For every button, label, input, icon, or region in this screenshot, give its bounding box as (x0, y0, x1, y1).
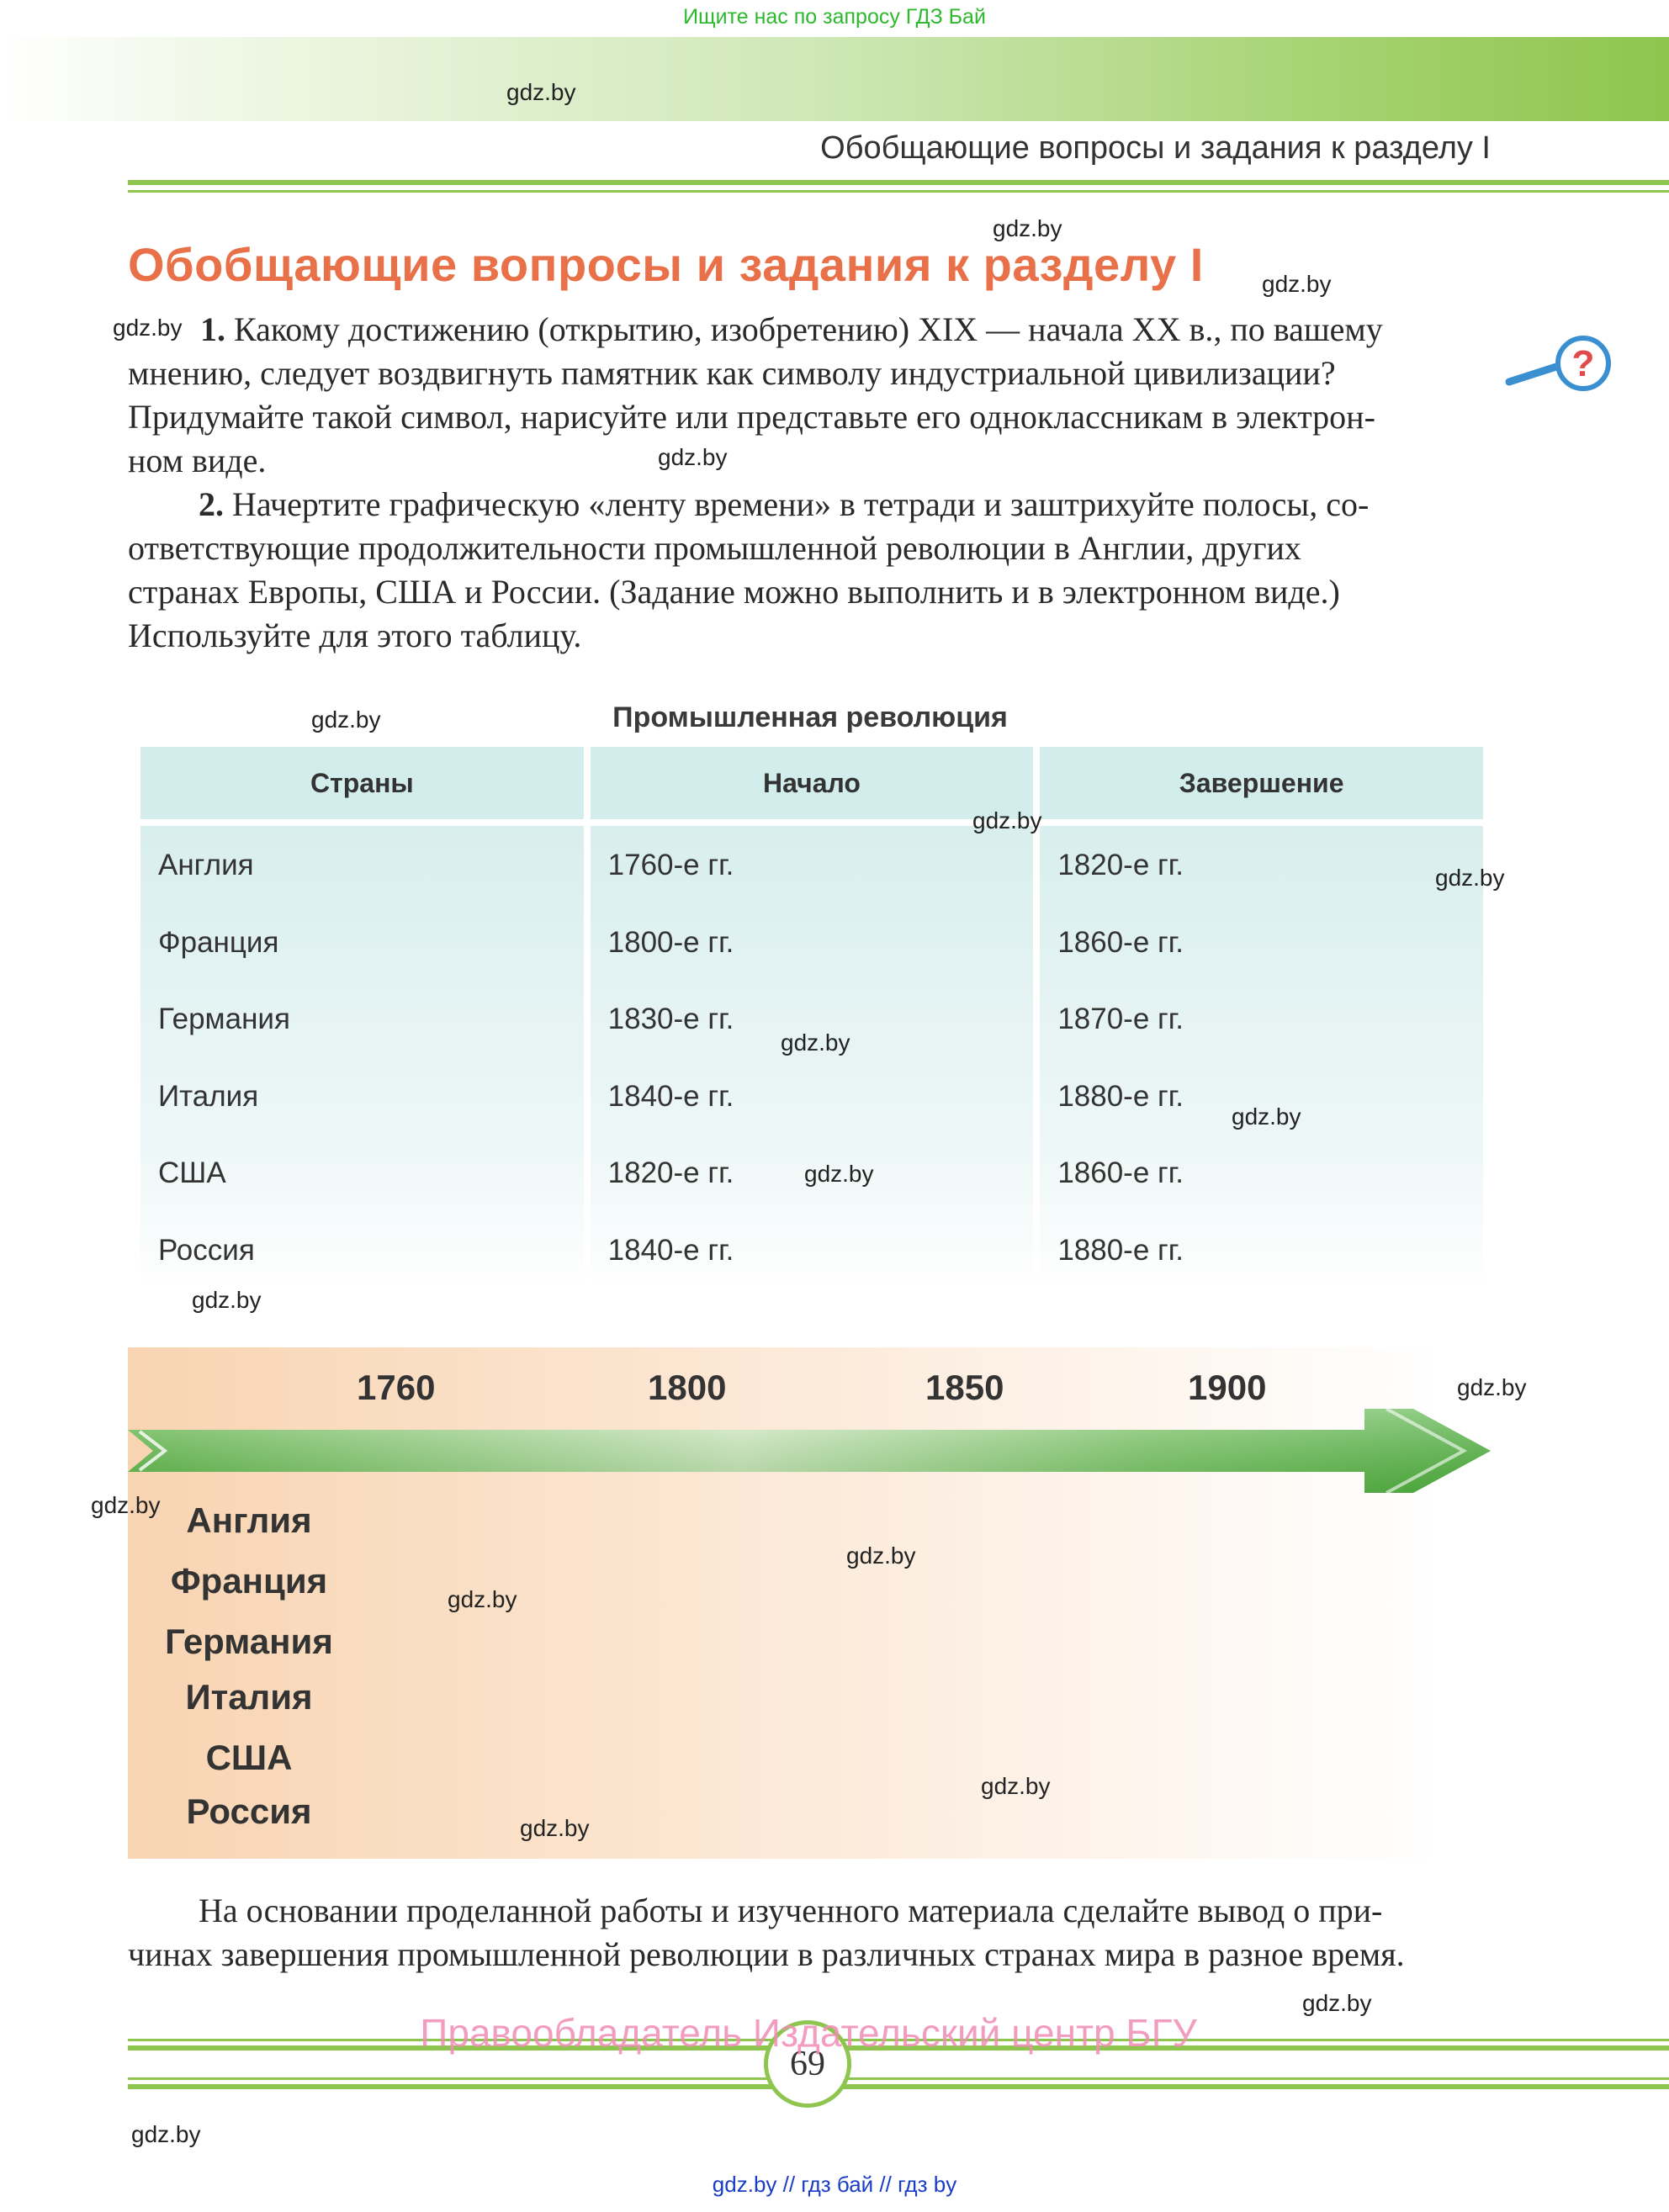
table-cell: 1880-е гг. (1057, 1079, 1184, 1113)
bottom-links[interactable]: gdz.by // гдз бай // гдз by (712, 2172, 957, 2197)
watermark: gdz.by (520, 1815, 590, 1841)
task1-line1 (200, 308, 1506, 352)
watermark: gdz.by (91, 1492, 161, 1518)
table-cell: 1820-е гг. (607, 1156, 734, 1189)
header-band (0, 37, 1669, 121)
rights-holder: Правообладатель Издательский центр БГУ (420, 2011, 1197, 2055)
page-number: 69 (764, 2020, 851, 2108)
timeline-country: Германия (165, 1622, 333, 1661)
task1-number: 1. (200, 310, 225, 348)
table-cell: 1760-е гг. (607, 849, 734, 881)
footer-rule (128, 2084, 1669, 2089)
task2-line4: Используйте для этого таблицу. (128, 617, 582, 654)
watermark: gdz.by (448, 1586, 517, 1612)
table-column-start (591, 826, 1034, 1289)
table-cell: 1860-е гг. (1057, 925, 1184, 959)
table-cell: Италия (158, 1079, 259, 1113)
table-cell: 1820-е гг. (1057, 849, 1184, 881)
watermark: gdz.by (113, 315, 183, 341)
timeline-arrow (128, 1388, 1491, 1514)
table-header-end: Завершение (1040, 747, 1483, 819)
watermark: gdz.by (1457, 1374, 1527, 1400)
task1-line4: ном виде. (128, 442, 267, 479)
table-column-end (1040, 826, 1483, 1289)
header-rule-thin (128, 190, 1669, 193)
timeline-year: 1800 (648, 1368, 727, 1407)
timeline-year: 1900 (1188, 1368, 1267, 1407)
table-cell: Франция (158, 925, 279, 959)
timeline-year: 1760 (357, 1368, 436, 1407)
table-cell: Россия (158, 1233, 255, 1267)
top-search-note: Ищите нас по запросу ГДЗ Бай (683, 5, 986, 29)
timeline-year: 1850 (925, 1368, 1004, 1407)
watermark: gdz.by (1302, 1990, 1372, 2016)
timeline-country: Англия (186, 1500, 312, 1540)
table-cell: 1860-е гг. (1057, 1156, 1184, 1189)
watermark: gdz.by (1232, 1103, 1301, 1130)
watermark: gdz.by (781, 1029, 850, 1056)
watermark: gdz.by (981, 1773, 1051, 1799)
task2-number: 2. (199, 485, 224, 523)
table-cell: США (158, 1156, 226, 1189)
watermark: gdz.by (192, 1287, 262, 1313)
watermark: gdz.by (846, 1543, 916, 1569)
conclusion-line1: На основании проделанной работы и изученного материала сделайте вывод о при- (199, 1892, 1383, 1929)
watermark: gdz.by (993, 215, 1062, 241)
table-cell: 1830-е гг. (607, 1003, 734, 1035)
task1-line3: Придумайте такой символ, нарисуйте или представьте его одноклассникам в электрон- (128, 398, 1375, 436)
task2-line1 (199, 483, 1506, 527)
watermark: gdz.by (804, 1161, 874, 1187)
watermark: gdz.by (1435, 865, 1505, 891)
table-header-start: Начало (591, 747, 1034, 819)
task2-line3: странах Европы, США и России. (Задание можно выполнить и в электронном виде.) (128, 573, 1340, 611)
table-header-countries: Страны (140, 747, 584, 819)
section-title: Обобщающие вопросы и задания к разделу I (128, 238, 1204, 291)
conclusion-line2: чинах завершения промышленной революции в различных странах мира в разное время. (128, 1935, 1405, 1973)
question-magnifier-icon (1504, 330, 1613, 397)
timeline-country: Россия (186, 1791, 312, 1831)
timeline-country: Италия (185, 1677, 313, 1717)
timeline-country: Франция (170, 1561, 328, 1601)
table-cell: Германия (158, 1003, 290, 1035)
table-cell: 1880-е гг. (1057, 1233, 1184, 1267)
task2-line2: ответствующие продолжительности промышленной революции в Англии, других (128, 529, 1301, 567)
task1-line1-text: Какому достижению (открытию, изобретению) XIX — начала XX в., по вашему (234, 310, 1383, 348)
table-column-countries (140, 826, 584, 1289)
table-cell: 1800-е гг. (607, 925, 734, 959)
timeline-country: США (205, 1738, 293, 1777)
watermark: gdz.by (1262, 271, 1332, 297)
footer-rule-thin (128, 2077, 1669, 2080)
table-cell: 1840-е гг. (607, 1079, 734, 1113)
task1-line2: мнению, следует воздвигнуть памятник как символу индустриальной цивилизации? (128, 354, 1336, 392)
watermark: gdz.by (972, 807, 1042, 833)
watermark: gdz.by (658, 444, 728, 470)
watermark: gdz.by (506, 79, 576, 105)
header-rule (128, 180, 1669, 185)
industrial-revolution-table (134, 747, 1490, 1289)
table-cell: 1870-е гг. (1057, 1003, 1184, 1035)
watermark: gdz.by (311, 706, 381, 733)
table-caption: Промышленная революция (612, 701, 1008, 733)
table-cell: 1840-е гг. (607, 1233, 734, 1267)
running-title: Обобщающие вопросы и задания к разделу I (820, 130, 1491, 166)
watermark: gdz.by (131, 2121, 201, 2147)
svg-text:?: ? (1571, 343, 1595, 384)
task2-line1-text: Начертите графическую «ленту времени» в тетради и заштрихуйте полосы, со- (232, 485, 1370, 523)
table-cell: Англия (158, 849, 254, 881)
